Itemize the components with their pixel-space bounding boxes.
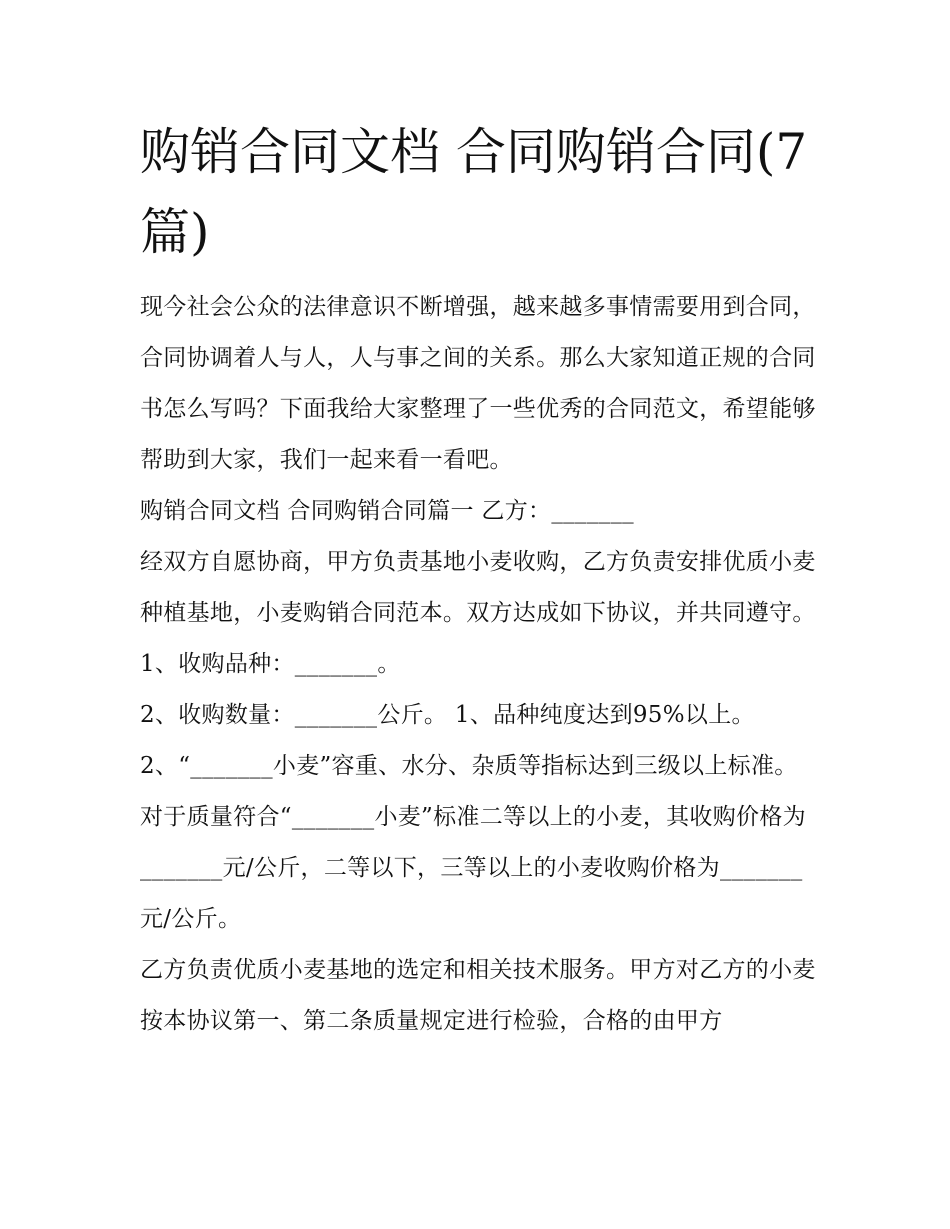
agreement-paragraph: 经双方自愿协商，甲方负责基地小麦收购，乙方负责安排优质小麦种植基地，小麦购销合同范本。双方达成如下协议，并共同遵守。 1、收购品种：_______。 <box>140 549 816 677</box>
quality-standard-paragraph: 2、“_______小麦”容重、水分、杂质等指标达到三级以上标准。 <box>140 753 798 779</box>
document-title: 购销合同文档 合同购销合同(7篇) <box>140 123 808 261</box>
quantity-purity-paragraph: 2、收购数量：_______公斤。 1、品种纯度达到95%以上。 <box>140 702 755 728</box>
service-inspection-paragraph: 乙方负责优质小麦基地的选定和相关技术服务。甲方对乙方的小麦按本协议第一、第二条质量规定进行检验，合格的由甲方 <box>140 957 816 1034</box>
document-body <box>140 282 820 1047</box>
intro-paragraph: 现今社会公众的法律意识不断增强，越来越多事情需要用到合同，合同协调着人与人，人与事之间的关系。那么大家知道正规的合同书怎么写吗？下面我给大家整理了一些优秀的合同范文，希望能够帮助到大家，我们一起来看一看吧。 <box>140 294 816 473</box>
price-paragraph: 对于质量符合“_______小麦”标准二等以上的小麦，其收购价格为_______元/公斤，二等以下，三等以上的小麦收购价格为_______元/公斤。 <box>140 804 806 932</box>
contract-heading-paragraph: 购销合同文档 合同购销合同篇一 乙方：_______ <box>140 498 634 524</box>
